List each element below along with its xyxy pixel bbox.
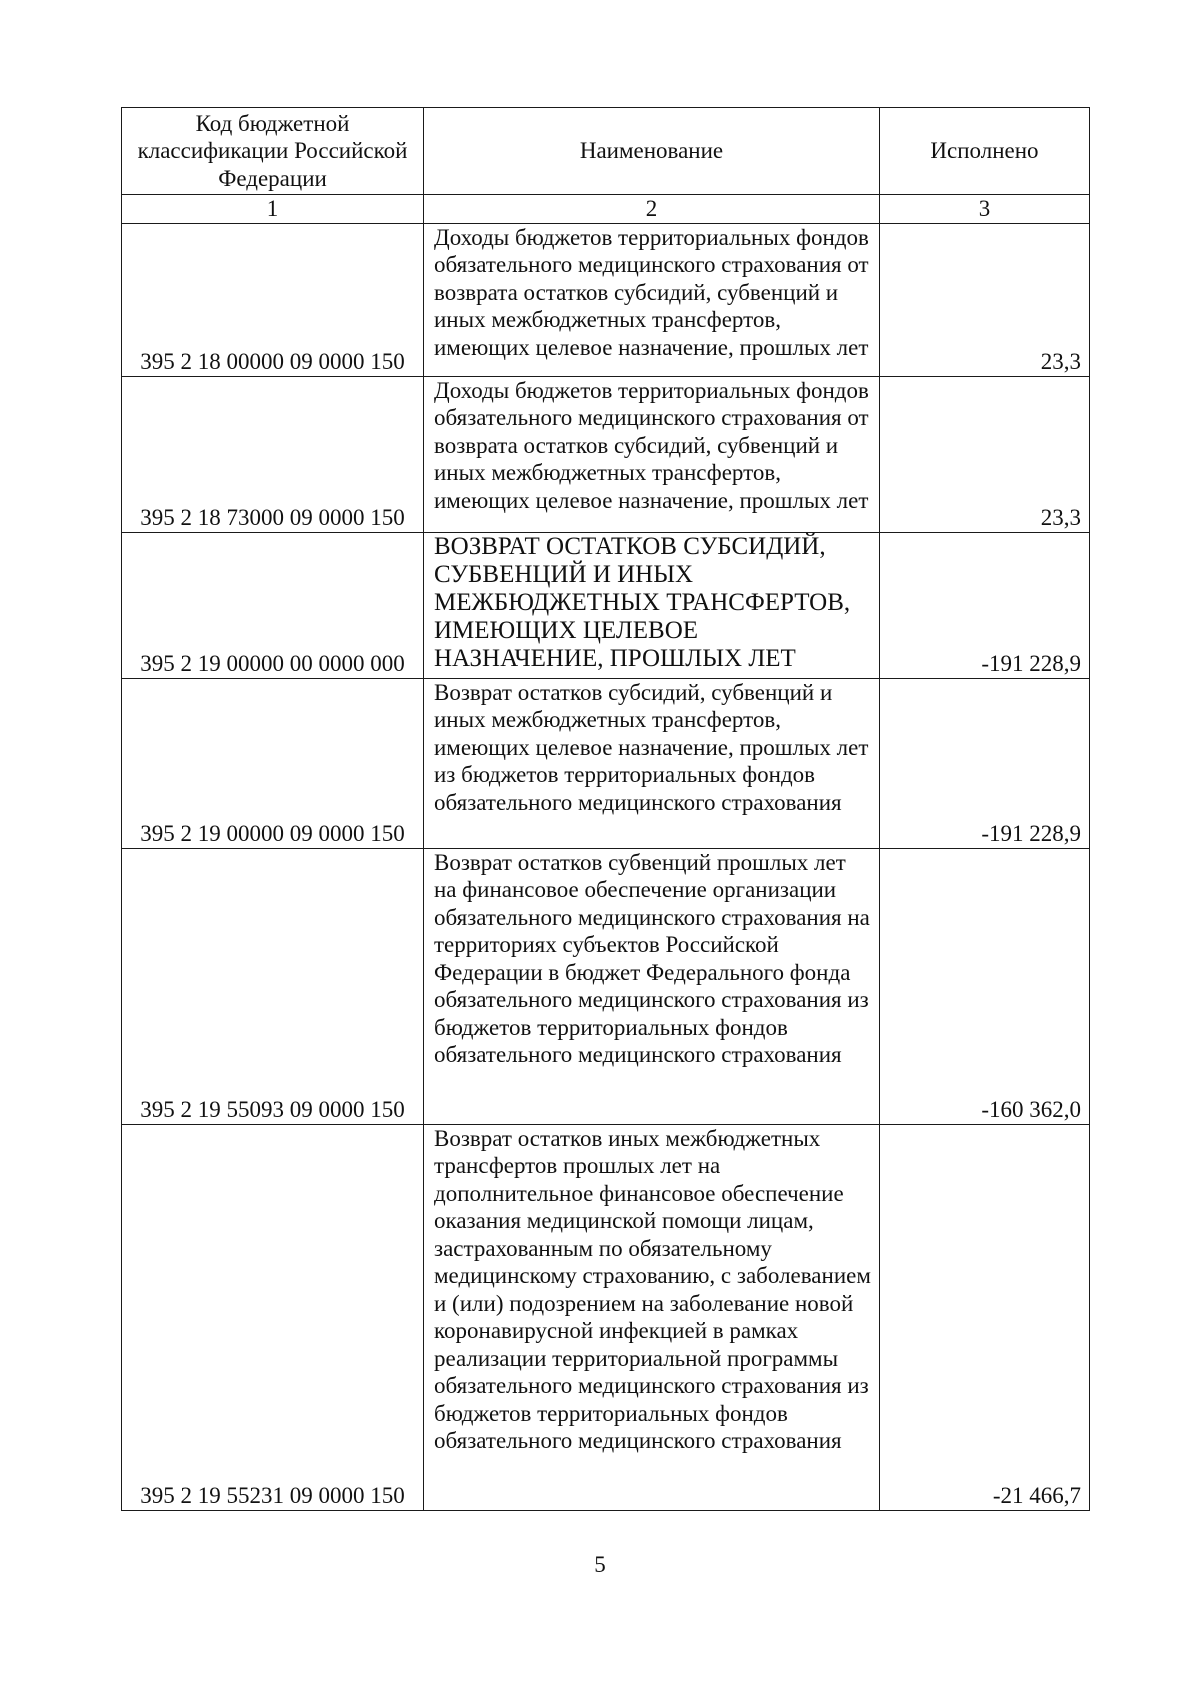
budget-code-cell: 395 2 19 00000 00 0000 000 xyxy=(122,532,424,678)
header-value: Исполнено xyxy=(880,108,1090,195)
page-number: 5 xyxy=(594,1552,606,1577)
column-number: 3 xyxy=(880,195,1090,224)
budget-code-cell: 395 2 19 55093 09 0000 150 xyxy=(122,848,424,1124)
executed-amount-cell: -191 228,9 xyxy=(880,532,1090,678)
table-header-row xyxy=(122,108,1090,195)
header-code: Код бюджетной классификации Российской Федерации xyxy=(122,108,424,195)
budget-code-cell: 395 2 18 73000 09 0000 150 xyxy=(122,376,424,532)
table-row xyxy=(122,376,1090,532)
column-number: 2 xyxy=(424,195,880,224)
header-name: Наименование xyxy=(424,108,880,195)
table-row xyxy=(122,678,1090,848)
executed-amount-cell: -191 228,9 xyxy=(880,678,1090,848)
item-name-cell: ВОЗВРАТ ОСТАТКОВ СУБСИДИЙ, СУБВЕНЦИЙ И ИНЫХ МЕЖБЮДЖЕТНЫХ ТРАНСФЕРТОВ, ИМЕЮЩИХ ЦЕЛЕВОЕ НАЗНАЧЕНИЕ, ПРОШЛЫХ ЛЕТ xyxy=(424,532,880,678)
table-row xyxy=(122,1124,1090,1510)
table-row xyxy=(122,223,1090,376)
budget-code-cell: 395 2 19 55231 09 0000 150 xyxy=(122,1124,424,1510)
item-name-cell: Возврат остатков субсидий, субвенций и иных межбюджетных трансфертов, имеющих целевое назначение, прошлых лет из бюджетов территориальных фондов обязательного медицинского страхования xyxy=(424,678,880,848)
item-name-cell: Возврат остатков субвенций прошлых лет на финансовое обеспечение организации обязательного медицинского страхования на территориях субъектов Российской Федерации в бюджет Федерального фонда обязательного медицинского страхования из бюджетов территориальных фондов обязательного медицинского страхования xyxy=(424,848,880,1124)
budget-execution-table xyxy=(121,107,1090,1511)
executed-amount-cell: -21 466,7 xyxy=(880,1124,1090,1510)
item-name-cell: Доходы бюджетов территориальных фондов обязательного медицинского страхования от возврата остатков субсидий, субвенций и иных межбюджетных трансфертов, имеющих целевое назначение, прошлых лет xyxy=(424,376,880,532)
item-name-cell: Возврат остатков иных межбюджетных трансфертов прошлых лет на дополнительное финансовое обеспечение оказания медицинской помощи лицам, застрахованным по обязательному медицинскому страхованию, с заболеванием и (или) подозрением на заболевание новой коронавирусной инфекцией в рамках реализации территориальной программы обязательного медицинского страхования из бюджетов территориальных фондов обязательного медицинского страхования xyxy=(424,1124,880,1510)
executed-amount-cell: -160 362,0 xyxy=(880,848,1090,1124)
executed-amount-cell: 23,3 xyxy=(880,223,1090,376)
executed-amount-cell: 23,3 xyxy=(880,376,1090,532)
table-row xyxy=(122,848,1090,1124)
budget-code-cell: 395 2 18 00000 09 0000 150 xyxy=(122,223,424,376)
item-name-cell: Доходы бюджетов территориальных фондов обязательного медицинского страхования от возврата остатков субсидий, субвенций и иных межбюджетных трансфертов, имеющих целевое назначение, прошлых лет xyxy=(424,223,880,376)
table-row xyxy=(122,532,1090,678)
column-number-row xyxy=(122,195,1090,224)
budget-code-cell: 395 2 19 00000 09 0000 150 xyxy=(122,678,424,848)
column-number: 1 xyxy=(122,195,424,224)
